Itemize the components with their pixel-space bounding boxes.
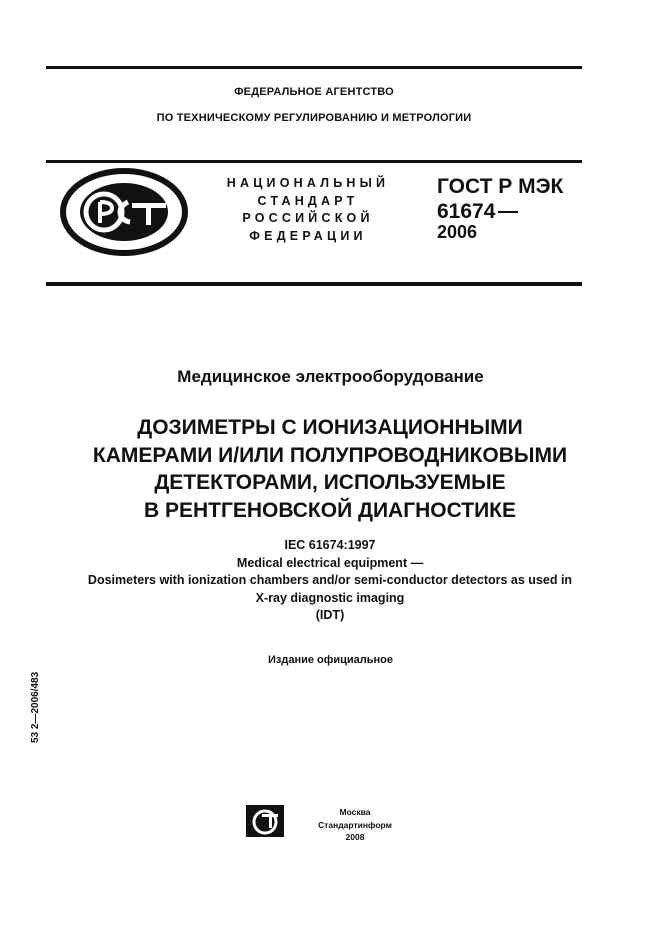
title-line: В РЕНТГЕНОВСКОЙ ДИАГНОСТИКЕ <box>143 498 517 522</box>
standard-prefix: ГОСТ Р МЭК <box>437 175 564 198</box>
dash <box>498 211 518 213</box>
national-standard-line: СТАНДАРТ <box>257 193 359 208</box>
agency-line-2: ПО ТЕХНИЧЕСКОМУ РЕГУЛИРОВАНИЮ И МЕТРОЛОГИИ <box>156 112 472 124</box>
title-line: ДЕТЕКТОРАМИ, ИСПОЛЬЗУЕМЫЕ <box>154 471 506 494</box>
iec-line: IEC 61674:1997 <box>284 538 376 552</box>
title-line: КАМЕРАМИ И/ИЛИ ПОЛУПРОВОДНИКОВЫМИ <box>92 443 568 467</box>
middle-rule <box>46 160 582 163</box>
publisher-name: Стандартинформ <box>318 819 392 830</box>
catalog-code <box>30 663 44 743</box>
subject-heading: Медицинское электрооборудование <box>177 367 484 386</box>
national-standard-line: ФЕДЕРАЦИИ <box>249 228 367 243</box>
publisher-year: 2008 <box>345 832 365 842</box>
title-line: ДОЗИМЕТРЫ С ИОНИЗАЦИОННЫМИ <box>137 416 523 439</box>
top-rule <box>46 66 582 69</box>
publisher-imprint <box>300 806 410 844</box>
publisher-city: Москва <box>339 807 371 817</box>
bottom-rule <box>46 282 582 286</box>
edition-label: Издание официальное <box>267 654 394 666</box>
national-standard-line: НАЦИОНАЛЬНЫЙ <box>226 176 390 190</box>
iec-line: Dosimeters with ionization chambers and/or semi-conductor detectors as used in <box>87 573 573 587</box>
agency-line-1: ФЕДЕРАЛЬНОЕ АГЕНТСТВО <box>234 86 394 98</box>
standard-number: 61674 <box>437 200 496 223</box>
standartinform-logo-icon <box>246 805 284 837</box>
national-standard-label <box>218 175 398 245</box>
iec-line: (IDT) <box>315 608 345 622</box>
standard-designation <box>437 174 563 224</box>
iec-reference <box>20 537 640 625</box>
catalog-code-text: 53 2—2006/483 <box>30 671 41 743</box>
iec-line: Medical electrical equipment — <box>236 555 424 570</box>
document-title <box>40 414 620 524</box>
iec-line: X-ray diagnostic imaging <box>255 590 405 605</box>
rst-logo-icon <box>60 168 188 256</box>
national-standard-line: РОССИЙСКОЙ <box>242 211 374 225</box>
standard-year: 2006 <box>437 222 478 242</box>
